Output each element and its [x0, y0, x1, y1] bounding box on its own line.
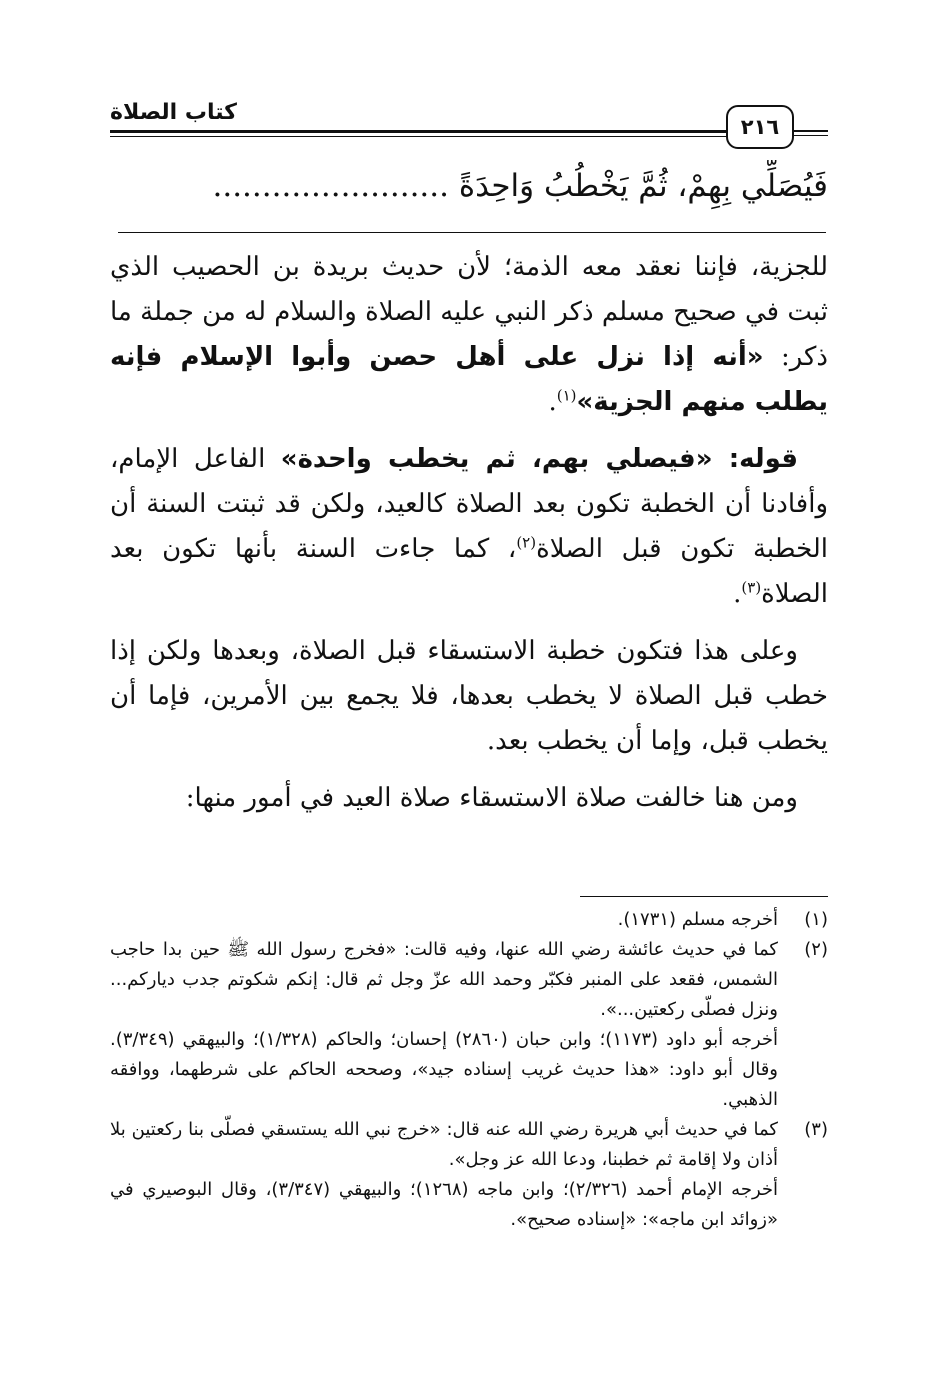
footnote-line: أخرجه مسلم (١٧٣١).	[617, 909, 778, 930]
matn-quote: قوله: «فيصلي بهم، ثم يخطب واحدة»	[280, 444, 799, 474]
matn-line: فَيُصَلِّي بِهِمْ، ثُمَّ يَخْطُبُ وَاحِدَةً ........................	[212, 168, 828, 204]
running-header-book-title: كتاب الصلاة	[110, 100, 237, 125]
footnotes	[110, 905, 828, 1235]
paragraph-4: ومن هنا خالفت صلاة الاستسقاء صلاة العيد في أمور منها:	[185, 783, 798, 813]
paragraph-2-text-a: الفاعل الإمام، وأفادنا أن الخطبة تكون بعد الصلاة كالعيد، ولكن قد ثبتت السنة أن الخطبة تكون قبل الصلاة	[110, 444, 829, 564]
commentary-body	[110, 245, 828, 821]
hadith-quote: «أنه إذا نزل على أهل حصن وأبوا الإسلام فإنه يطلب منهم الجزية»	[110, 342, 828, 417]
page-number: ٢١٦	[726, 105, 794, 149]
footnote-text	[110, 905, 778, 935]
footnote-number: (٢)	[804, 939, 828, 960]
footnote-line: أخرجه أبو داود (١١٧٣)؛ وابن حبان (٢٨٦٠) إحسان؛ والحاكم (١/٣٢٨)؛ والبيهقي (٣/٣٤٩). وقال أبو داود: «هذا حديث غريب إسناده جيد»، وصححه الحاكم على شرطهما، ووافقه الذهبي.	[110, 1029, 779, 1110]
footnote-line: كما في حديث أبي هريرة رضي الله عنه قال: «خرج نبي الله يستسقي فصلّى بنا ركعتين بلا أذان ولا إقامة ثم خطبنا، ودعا الله عز وجل».	[110, 1119, 778, 1170]
paragraph-2-text-b: ، كما جاءت السنة بأنها تكون بعد الصلاة	[110, 534, 828, 609]
footnote-number: (٣)	[804, 1119, 828, 1140]
footnote-line: كما في حديث عائشة رضي الله عنها، وفيه قالت: «فخرج رسول الله ﷺ حين بدا حاجب الشمس، فقعد على المنبر فكبّر وحمد الله عزّ وجل ثم قال: إنكم شكوتم جدب دياركم... ونزل فصلّى ركعتين...».	[110, 939, 778, 1020]
paragraph-3: وعلى هذا فتكون خطبة الاستسقاء قبل الصلاة، وبعدها ولكن إذا خطب قبل الصلاة لا يخطب بعدها، فلا يجمع بين الأمرين، فإما أن يخطب قبل، وإما أن يخطب بعد.	[110, 636, 828, 756]
header-rule-right-thin	[790, 135, 828, 136]
footnote-1	[110, 905, 828, 935]
paragraph-1-end: .	[548, 387, 557, 417]
paragraph-1-text: للجزية، فإننا نعقد معه الذمة؛ لأن حديث بريدة بن الحصيب الذي ثبت في صحيح مسلم ذكر النبي عليه الصلاة والسلام له من جملة ما ذكر:	[110, 252, 829, 372]
footnote-ref-2[interactable]: (٢)	[516, 533, 537, 552]
paragraph-2	[110, 437, 828, 617]
header-rule-thin	[110, 136, 728, 137]
footnote-text	[110, 935, 778, 1115]
footnote-3	[110, 1115, 828, 1235]
footnote-text	[110, 1115, 778, 1235]
header-rule-right-thick	[790, 130, 828, 132]
footnote-line: أخرجه الإمام أحمد (٢/٣٢٦)؛ وابن ماجه (١٢٦٨)؛ والبيهقي (٣/٣٤٧)، وقال البوصيري في «زوائد ابن ماجه»: «إسناده صحيح».	[110, 1179, 778, 1230]
matn-divider	[118, 232, 826, 233]
footnote-divider	[580, 896, 828, 897]
header-rule-thick	[110, 130, 728, 133]
footnote-number: (١)	[804, 909, 828, 930]
footnote-2	[110, 935, 828, 1115]
footnote-ref-3[interactable]: (٣)	[741, 578, 762, 597]
paragraph-2-end: .	[733, 579, 742, 609]
footnote-ref-1[interactable]: (١)	[556, 386, 577, 405]
paragraph-1	[110, 245, 828, 425]
